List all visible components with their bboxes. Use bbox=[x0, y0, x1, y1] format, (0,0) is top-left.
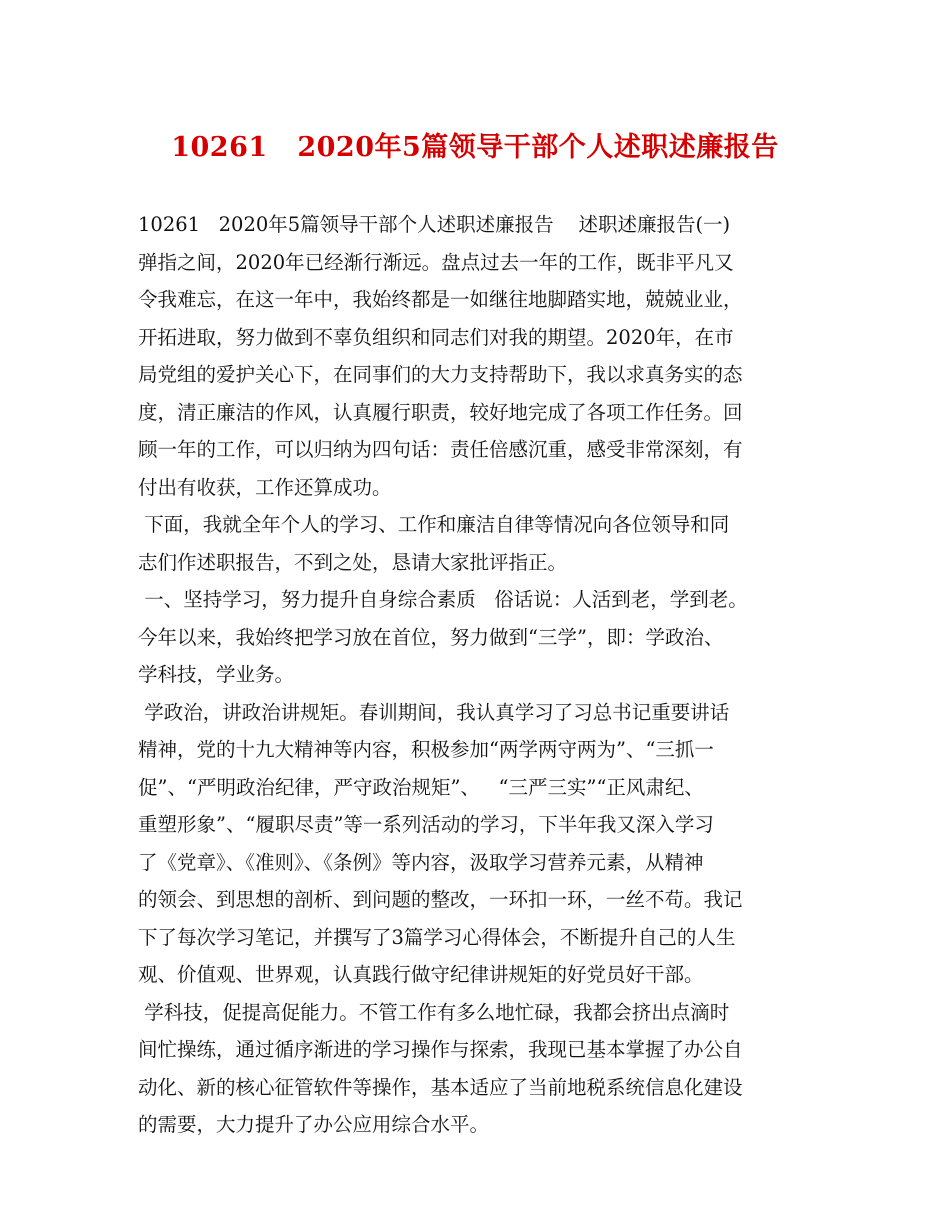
body-line: 志们作述职报告，不到之处，恳请大家批评指正。 bbox=[138, 550, 568, 574]
body-line: 促”、“严明政治纪律，严守政治规矩”、 “三严三实”“正风肃纪、 bbox=[138, 775, 704, 799]
body-line: 动化、新的核心征管软件等操作，基本适应了当前地税系统信息化建设 bbox=[138, 1075, 743, 1099]
body-line: 开拓进取，努力做到不辜负组织和同志们对我的期望。2020年，在市 bbox=[138, 325, 734, 349]
body-line: 顾一年的工作，可以归纳为四句话：责任倍感沉重，感受非常深刻，有 bbox=[138, 438, 743, 461]
body-line: 今年以来，我始终把学习放在首位，努力做到“三学”，即：学政治、 bbox=[138, 625, 724, 649]
body-line: 度，清正廉洁的作风，认真履行职责，较好地完成了各项工作任务。回 bbox=[138, 400, 743, 424]
body-line: 了《党章》、《准则》、《条例》等内容，汲取学习营养元素，从精神 bbox=[138, 850, 704, 874]
body-line: 间忙操练，通过循序渐进的学习操作与探索，我现已基本掌握了办公自 bbox=[138, 1038, 743, 1061]
body-line: 重塑形象”、“履职尽责”等一系列活动的学习，下半年我又深入学习 bbox=[138, 813, 714, 836]
body-line: 的需要，大力提升了办公应用综合水平。 bbox=[138, 1113, 490, 1136]
body-line: 下了每次学习笔记，并撰写了3篇学习心得体会，不断提升自己的人生 bbox=[138, 925, 736, 949]
body-line: 学科技，学业务。 bbox=[138, 663, 295, 686]
document-title: 10261 2020年5篇领导干部个人述职述廉报告 bbox=[171, 132, 779, 163]
body-line: 10261 2020年5篇领导干部个人述职述廉报告 述职述廉报告(一) bbox=[138, 213, 731, 236]
body-line: 观、价值观、世界观，认真践行做守纪律讲规矩的好党员好干部。 bbox=[138, 963, 704, 986]
body-line: 的领会、到思想的剖析、到问题的整改，一环扣一环，一丝不苟。我记 bbox=[138, 888, 743, 911]
body-line: 付出有收获，工作还算成功。 bbox=[138, 475, 392, 499]
body-line: 学政治，讲政治讲规矩。春训期间，我认真学习了习总书记重要讲话 bbox=[138, 700, 730, 724]
body-line: 局党组的爱护关心下，在同事们的大力支持帮助下，我以求真务实的态 bbox=[138, 363, 743, 386]
body-line: 一、坚持学习，努力提升自身综合素质 俗话说：人活到老，学到老。 bbox=[138, 588, 748, 611]
body-line: 下面，我就全年个人的学习、工作和廉洁自律等情况向各位领导和同 bbox=[138, 513, 730, 536]
body-line: 令我难忘，在这一年中，我始终都是一如继往地脚踏实地，兢兢业业， bbox=[138, 288, 743, 311]
body-line: 精神，党的十九大精神等内容，积极参加“两学两守两为”、“三抓一 bbox=[138, 738, 714, 761]
body-line: 学科技，促提高促能力。不管工作有多么地忙碌，我都会挤出点滴时 bbox=[138, 1000, 730, 1024]
document-body bbox=[138, 206, 828, 1144]
body-line: 弹指之间，2020年已经渐行渐远。盘点过去一年的工作，既非平凡又 bbox=[138, 250, 734, 274]
